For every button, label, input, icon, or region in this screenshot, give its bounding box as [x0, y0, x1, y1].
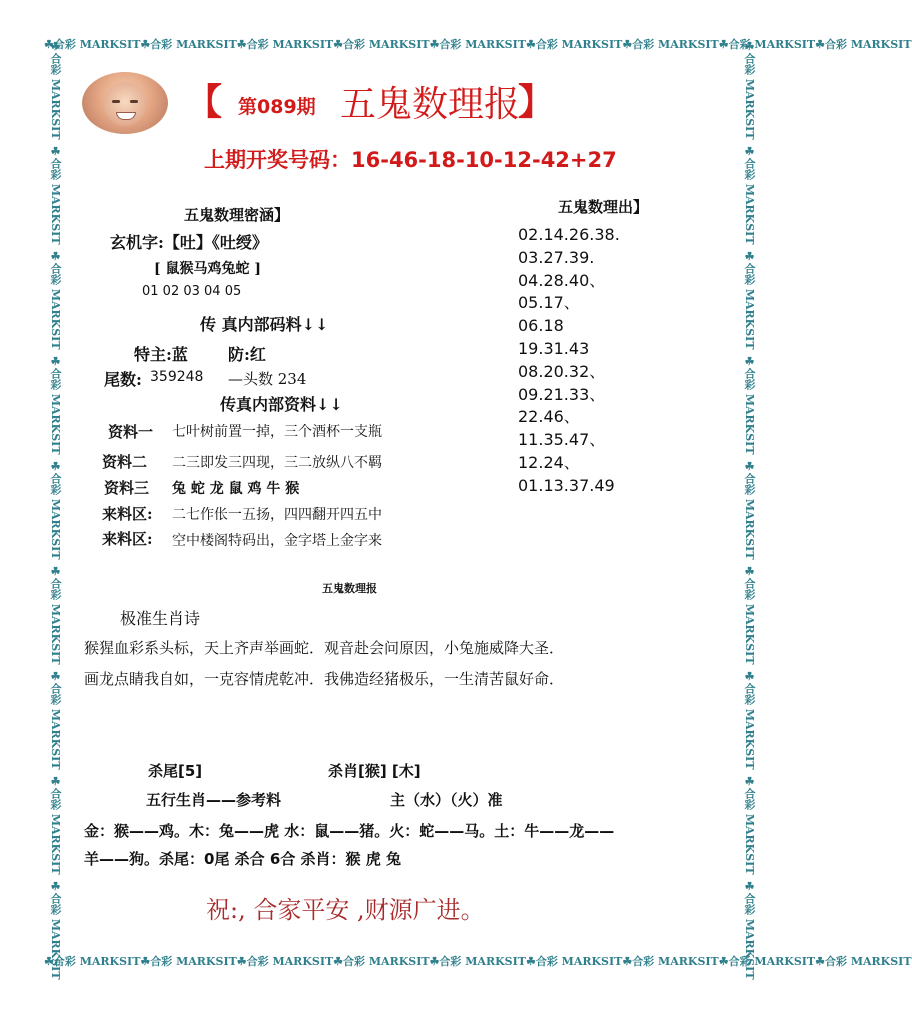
poem-line: 猴猩血彩系头标，天上齐声举画蛇．观音赴会问原因，小兔施威降大圣． [84, 639, 565, 657]
poem-title: 极准生肖诗 [120, 609, 201, 628]
five-elements-title: 五行生肖——参考料 [146, 791, 282, 809]
list-item: 03.27.39. [518, 247, 595, 267]
last-draw-label: 上期开奖号码： [204, 148, 351, 172]
zodiac-line: [ 鼠猴马鸡兔蛇 ] [154, 261, 261, 277]
list-item: 06.18 [518, 316, 564, 336]
data-row-label: 资料二 [102, 453, 148, 471]
last-draw-numbers: 16-46-18-10-12-42+27 [351, 148, 617, 172]
kill-tail: 杀尾[5] [148, 762, 203, 780]
elements-line: 羊——狗。杀尾：0尾 杀合 6合 杀肖：猴 虎 兔 [84, 850, 401, 868]
data-row-text: 七叶树前置一掉，三个酒杯一支瓶 [172, 424, 382, 440]
list-item: 09.21.33、 [518, 384, 606, 404]
list-item: 19.31.43 [518, 338, 590, 358]
fax-code-title: 传 真内部码料↓↓ [200, 315, 329, 334]
data-row-label: 资料一 [108, 423, 154, 441]
blessing: 祝:, 合家平安 ,财源广进。 [206, 896, 485, 924]
list-item: 01.13.37.49 [518, 475, 615, 495]
kill-zodiac: 杀肖[猴] [木] [328, 762, 421, 780]
data-row-text: 二三即发三四现，三二放纵八不羁 [172, 455, 382, 471]
list-item: 08.20.32、 [518, 361, 606, 381]
data-row-text: 空中楼阁特码出，金字塔上金字来 [172, 533, 382, 549]
list-item: 05.17、 [518, 293, 580, 313]
right-title: 五鬼数理出】 [558, 198, 649, 216]
border-right: ☘合彩 MARKSIT ☘合彩 MARKSIT ☘合彩 MARKSIT ☘合彩 MARKSIT ☘合彩 MARKSIT ☘合彩 MARKSIT ☘合彩 MARKSIT ☘合彩 MARKSIT ☘合彩 MARKSIT [743, 40, 756, 980]
numbers-line: 01 02 03 04 05 [142, 284, 242, 299]
page-title: 五鬼数理报 [340, 84, 521, 125]
special-main: 特主:蓝 [134, 345, 188, 364]
list-item: 11.35.47、 [518, 430, 606, 450]
list-item: 02.14.26.38. [518, 225, 620, 244]
face-portrait-icon [104, 82, 146, 126]
tail-label: 尾数: [104, 370, 142, 389]
guard-color: 防:红 [228, 345, 266, 364]
data-row-text: 兔 蛇 龙 鼠 鸡 牛 猴 [172, 481, 300, 497]
secret-title: 五鬼数理密涵】 [184, 206, 290, 224]
data-row-text: 二七作伥一五扬，四四翻开四五中 [172, 507, 382, 523]
avatar [82, 72, 168, 134]
issue-number: 第089期 [238, 96, 316, 118]
border-top: ☘合彩 MARKSIT☘合彩 MARKSIT☘合彩 MARKSIT☘合彩 MARKSIT☘合彩 MARKSIT☘合彩 MARKSIT☘合彩 MARKSIT☘合彩 MARKSIT☘合彩 MARKSIT [44, 38, 912, 51]
border-bottom: ☘合彩 MARKSIT☘合彩 MARKSIT☘合彩 MARKSIT☘合彩 MARKSIT☘合彩 MARKSIT☘合彩 MARKSIT☘合彩 MARKSIT☘合彩 MARKSIT☘合彩 MARKSIT [44, 955, 912, 968]
elements-line: 金：猴——鸡。木：兔——虎 水：鼠——猪。火：蛇——马。土：牛——龙—— [84, 822, 615, 840]
number-list [518, 224, 698, 498]
data-row-label: 来料区: [102, 505, 153, 523]
list-item: 04.28.40、 [518, 270, 606, 290]
list-item: 22.46、 [518, 407, 580, 427]
main-elements: 主（水）（火）准 [390, 791, 503, 809]
border-left: ☘合彩 MARKSIT ☘合彩 MARKSIT ☘合彩 MARKSIT ☘合彩 MARKSIT ☘合彩 MARKSIT ☘合彩 MARKSIT ☘合彩 MARKSIT ☘合彩 MARKSIT ☘合彩 MARKSIT [49, 40, 62, 980]
fax-data-title: 传真内部资料↓↓ [220, 395, 343, 414]
last-draw [204, 144, 617, 174]
list-item: 12.24、 [518, 452, 580, 472]
head-count: —头数 234 [228, 370, 307, 388]
small-title: 五鬼数理报 [322, 582, 377, 595]
data-row-label: 资料三 [104, 479, 150, 497]
data-row-label: 来料区: [102, 530, 153, 548]
mystery-word: 玄机字:【吐】《吐绶》 [110, 233, 268, 252]
poem-line: 画龙点睛我自如，一克容情虎乾冲．我佛造经猪极乐，一生清苦鼠好命． [84, 670, 565, 688]
bracket-left: 【 [186, 81, 223, 123]
bracket-right: 】 [518, 81, 555, 123]
tail-value: 359248 [150, 369, 204, 385]
border-text: ☘合彩 MARKSIT [44, 38, 141, 51]
